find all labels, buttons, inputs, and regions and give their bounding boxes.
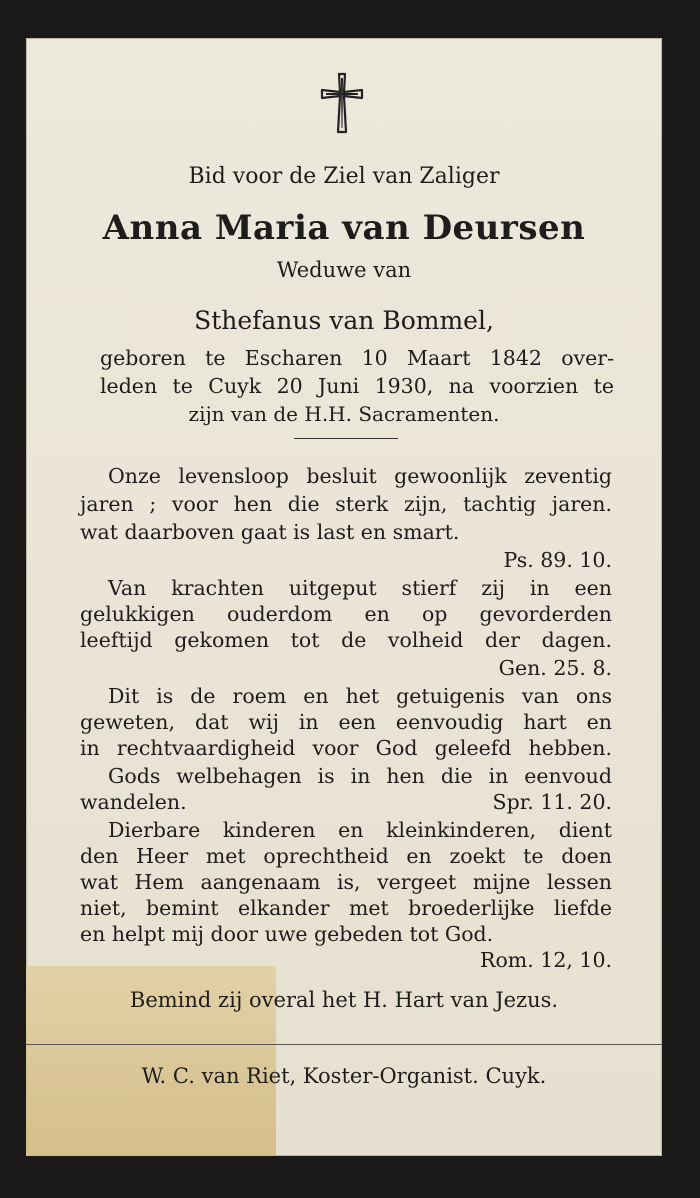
widow-of-text: Weduwe van (276, 258, 412, 282)
verse-3-line-2: geweten, dat wij in een eenvoudig hart en (80, 710, 612, 734)
verse-1-line-2: jaren ; voor hen die sterk zijn, tachtig jaren. (80, 492, 612, 516)
verse-4-line-1: Gods welbehagen is in hen die in eenvoud (108, 764, 612, 788)
verse-5-ref: Rom. 12, 10. (480, 948, 612, 972)
memorial-card (26, 38, 662, 1156)
birth-line-3: zijn van de H.H. Sacramenten. (188, 402, 500, 426)
cross-icon (318, 70, 366, 138)
birth-line-2: leden te Cuyk 20 Juni 1930, na voorzien te (100, 374, 614, 398)
husband-name: Sthefanus van Bommel, (194, 306, 494, 335)
deceased-name: Anna Maria van Deursen (102, 208, 586, 248)
verse-2-line-1: Van krachten uitgeput stierf zij in een (108, 576, 612, 600)
verse-2-ref: Gen. 25. 8. (498, 656, 612, 680)
verse-5-line-5: en helpt mij door uwe gebeden tot God. (80, 922, 494, 946)
verse-4-line-2: wandelen. (80, 790, 187, 814)
closing-prayer: Bemind zij overal het H. Hart van Jezus. (129, 988, 559, 1012)
divider (294, 438, 398, 439)
verse-3-line-3: in rechtvaardigheid voor God geleefd hebben. (80, 736, 612, 760)
verse-5-line-2: den Heer met oprechtheid en zoekt te doen (80, 844, 612, 868)
verse-5-line-3: wat Hem aangenaam is, vergeet mijne lessen (80, 870, 612, 894)
intro-text: Bid voor de Ziel van Zaliger (188, 164, 500, 189)
verse-2-line-2: gelukkigen ouderdom en op gevorderden (80, 602, 612, 626)
verse-3-line-1: Dit is de roem en het getuigenis van ons (108, 684, 612, 708)
verse-1-line-3: wat daarboven gaat is last en smart. (80, 520, 460, 544)
footer-divider (26, 1044, 662, 1045)
verse-4-ref: Spr. 11. 20. (492, 790, 612, 814)
verse-5-line-1: Dierbare kinderen en kleinkinderen, dient (108, 818, 612, 842)
verse-5-line-4: niet, bemint elkander met broederlijke liefde (80, 896, 612, 920)
printer-credit: W. C. van Riet, Koster-Organist. Cuyk. (141, 1064, 547, 1088)
verse-4-line-2-row (80, 790, 612, 814)
birth-line-1: geboren te Escharen 10 Maart 1842 over- (100, 346, 614, 370)
verse-1-ref: Ps. 89. 10. (503, 548, 612, 572)
verse-2-line-3: leeftijd gekomen tot de volheid der dagen. (80, 628, 612, 652)
verse-1-line-1: Onze levensloop besluit gewoonlijk zeventig (108, 464, 612, 488)
